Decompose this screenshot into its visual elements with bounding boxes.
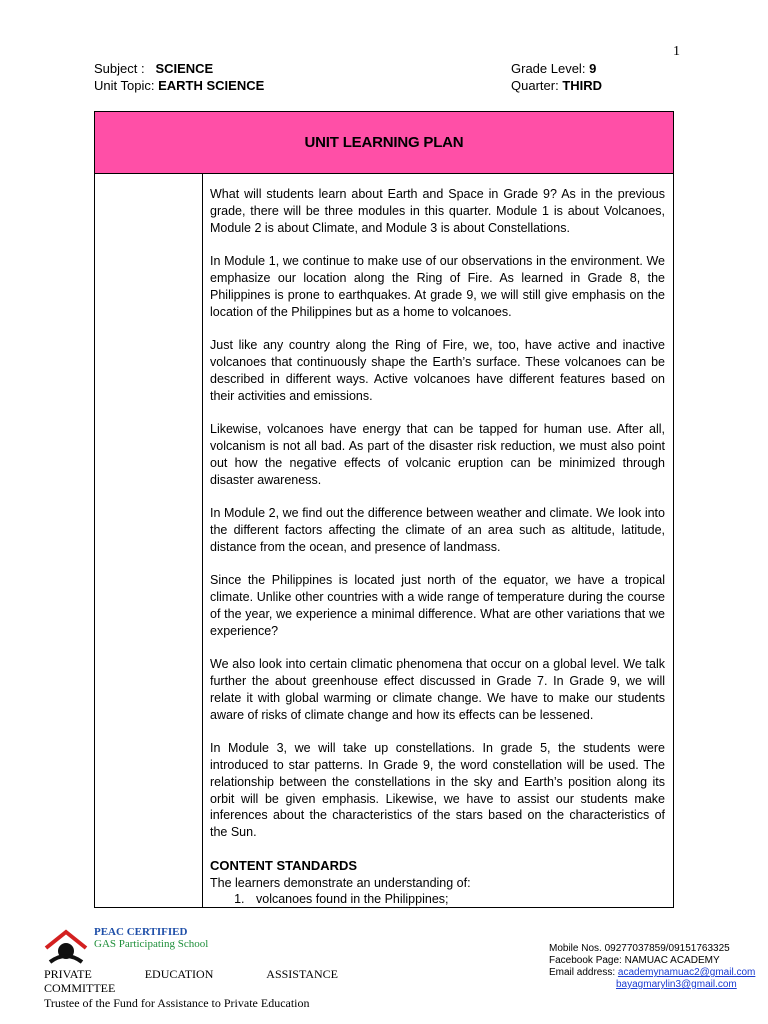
email-row	[549, 967, 755, 979]
paragraph: What will students learn about Earth and Space in Grade 9? As in the previous grade, there will be three modules in this quarter. Module 1 is about Volcanoes, Module 2 is about Climate, and Module 3 is about Constellations.	[210, 187, 665, 235]
unit-learning-plan-table	[94, 111, 674, 908]
plan-title: UNIT LEARNING PLAN	[95, 112, 673, 174]
paragraph: Just like any country along the Ring of Fire, we, too, have active and inactive volcanoes that continuously shape the Earth’s surface. These volcanoes can be described in different ways. Active volcanoes have different features based on their activities and emissions.	[210, 338, 665, 403]
private-word: PRIVATE	[44, 967, 92, 981]
paragraph: In Module 3, we will take up constellations. In grade 5, the students were introduced to star patterns. In Grade 9, the word constellation will be used. The relationship between the constellations in the sky and Earth’s position along its orbit will be given emphasis. Likewise, we have to assist our students make inferences about the characteristics of the stars based on the characteristics of the Sun.	[210, 741, 665, 840]
trustee-line: Trustee of the Fund for Assistance to Private Education	[44, 996, 310, 1010]
facebook-page: Facebook Page: NAMUAC ACADEMY	[549, 955, 720, 966]
quarter-value: THIRD	[562, 78, 603, 93]
peac-block	[94, 926, 208, 950]
gas-school: GAS Participating School	[94, 938, 209, 950]
content-standards-list	[210, 891, 665, 908]
unit-topic-row	[94, 77, 264, 94]
email-label: Email address:	[549, 967, 616, 978]
plan-content	[210, 186, 665, 908]
quarter-label: Quarter:	[511, 78, 559, 93]
paragraph: In Module 2, we find out the difference between weather and climate. We look into the different factors affecting the climate of an area such as altitude, latitude, distance from the ocean, and presence of landmass.	[210, 506, 665, 554]
plan-body	[95, 174, 673, 907]
contact-block	[549, 943, 755, 991]
paragraph: Likewise, volcanoes have energy that can be tapped for human use. After all, volcanism is not all bad. As part of the disaster risk reduction, we must also point out how the negative effects of volcanic eruption can be minimized through disaster awareness.	[210, 422, 665, 487]
email-link-2[interactable]: bayagmarylin3@gmail.com	[616, 979, 737, 990]
email-link-1[interactable]: academynamuac2@gmail.com	[617, 967, 756, 978]
unit-topic-label: Unit Topic:	[94, 78, 155, 93]
education-word: EDUCATION	[144, 967, 214, 981]
grade-label: Grade Level:	[511, 61, 586, 76]
list-item: 1. volcanoes found in the Philippines;	[248, 891, 665, 908]
paragraph: Since the Philippines is located just north of the equator, we have a tropical climate. Unlike other countries with a wide range of temperature during the course of the year, we experience a minimal difference. What are other variations that we experience?	[210, 573, 665, 638]
paragraph: In Module 1, we continue to make use of our observations in the environment. We emphasize our location along the Ring of Fire. As learned in Grade 8, the Philippines is prone to earthquakes. At grade 9, we will still give emphasis on the location of the Philippines but as a home to volcanoes.	[210, 254, 665, 319]
peac-logo-icon	[44, 926, 88, 966]
subject-value: SCIENCE	[155, 61, 214, 76]
left-column	[95, 174, 203, 907]
grade-row	[511, 60, 596, 77]
content-standards-intro: The learners demonstrate an understanding of:	[210, 875, 471, 890]
subject-label: Subject :	[94, 61, 145, 76]
grade-value: 9	[589, 61, 597, 76]
paragraph: We also look into certain climatic phenomena that occur on a global level. We talk further the about greenhouse effect discussed in Grade 7. In Grade 9, we will relate it with global warming or climate change. We have to make our students aware of risks of climate change and how its effects can be lessened.	[210, 657, 665, 722]
email-row-2	[549, 979, 755, 991]
quarter-row	[511, 77, 602, 94]
page-number: 1	[673, 44, 680, 59]
content-standards-heading: CONTENT STANDARDS	[210, 857, 358, 873]
committee-line: COMMITTEE	[44, 981, 116, 995]
assistance-word: ASSISTANCE	[266, 967, 338, 981]
mobile-numbers: Mobile Nos. 09277037859/09151763325	[549, 943, 730, 954]
unit-topic-value: EARTH SCIENCE	[158, 78, 265, 93]
private-education-line	[44, 967, 338, 981]
peac-certified: PEAC CERTIFIED	[94, 926, 188, 938]
subject-row	[94, 60, 213, 77]
